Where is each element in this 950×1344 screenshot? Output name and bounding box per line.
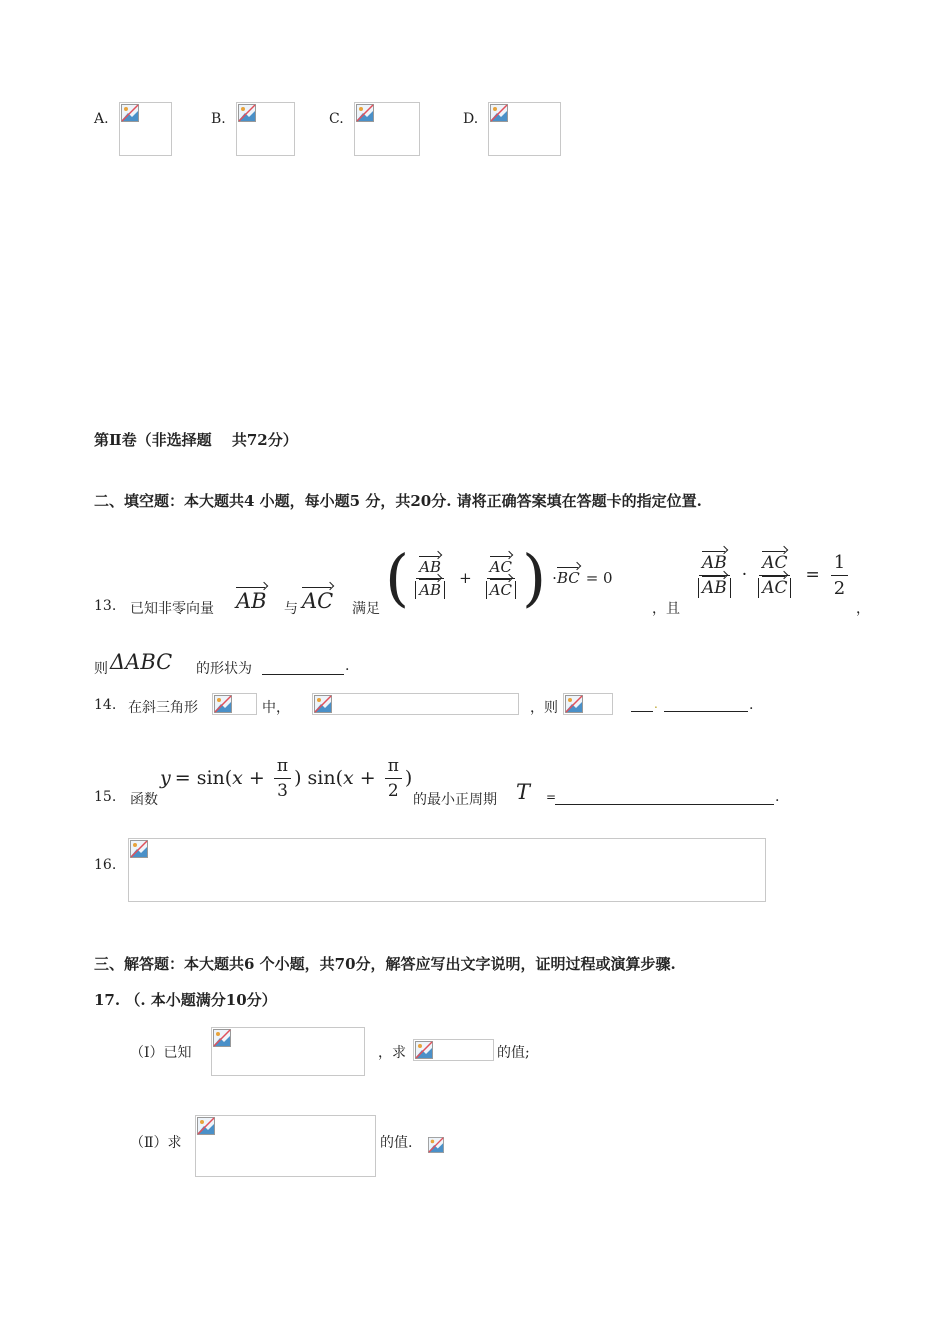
- y-var: y: [160, 767, 171, 789]
- choice-b-image: [236, 102, 295, 156]
- triangle-abc: ΔABC: [110, 650, 173, 674]
- broken-image-icon: [213, 1029, 231, 1047]
- pi-over-2: $\frac{\pi}{2}$: [385, 756, 402, 801]
- broken-image-icon: [428, 1136, 444, 1154]
- q13-text-1: 已知非零向量: [130, 601, 214, 617]
- plus-1: +: [242, 767, 271, 789]
- q17-part1-given-image: [211, 1027, 365, 1076]
- q13-period: .: [345, 658, 350, 674]
- q14-condition-image: [312, 693, 519, 715]
- equals-zero: = 0: [585, 569, 613, 587]
- q14-answer-blank-1[interactable]: [631, 697, 653, 712]
- unit-vector-ac-2: $\frac{AC}{AC}$: [755, 553, 794, 598]
- q17-part1-target-image: [413, 1039, 494, 1061]
- broken-image-icon: [415, 1041, 433, 1059]
- q13-then: 则: [94, 661, 108, 677]
- broken-image-icon: [356, 104, 374, 122]
- period-t: T: [516, 780, 531, 804]
- q13-number: 13.: [94, 598, 117, 614]
- broken-image-icon: [130, 840, 148, 858]
- broken-image-icon: [238, 104, 256, 122]
- choice-b-label: B.: [211, 111, 226, 127]
- q15-function-formula: [160, 752, 412, 804]
- unit-vector-ab: $\frac{AB}{AB}$: [412, 558, 448, 599]
- q16-number: 16.: [94, 857, 117, 873]
- condition-1-formula: [385, 541, 613, 614]
- q17-part2-label: （Ⅱ）求: [130, 1135, 182, 1151]
- unit-vector-ab-2: $\frac{AB}{AB}$: [695, 553, 734, 598]
- q15-number: 15.: [94, 789, 117, 805]
- q17-part1-label: （Ⅰ）已知: [130, 1045, 192, 1061]
- broken-image-icon: [314, 695, 332, 713]
- choice-c-label: C.: [329, 111, 344, 127]
- q14-triangle-image: [212, 693, 257, 715]
- choice-a-image: [119, 102, 172, 156]
- q14-period: .: [749, 697, 754, 713]
- q14-dot: .: [654, 697, 658, 711]
- choice-a-label: A.: [94, 111, 109, 127]
- q13-answer-blank[interactable]: [262, 658, 344, 675]
- pi-over-3: $\frac{\pi}{3}$: [274, 756, 291, 801]
- choice-d-label: D.: [463, 111, 479, 127]
- q14-text-2: 中，: [262, 700, 290, 716]
- broken-image-icon: [565, 695, 583, 713]
- section-heading: 第Ⅱ卷（非选择题 共72分）: [94, 431, 298, 449]
- trailing-image: [428, 1136, 444, 1154]
- x-var-2: x: [343, 767, 354, 789]
- sin-mid: ) sin(: [294, 767, 344, 789]
- broken-image-icon: [121, 104, 139, 122]
- answer-section-title: 三、解答题：本大题共6 个小题，共70分，解答应写出文字说明，证明过程或演算步骤.: [94, 955, 676, 973]
- q13-and: ，且: [652, 601, 680, 617]
- q15-equals: =: [546, 790, 557, 804]
- q17-part2-expression-image: [195, 1115, 376, 1177]
- equals-sign: =: [805, 565, 820, 585]
- q14-text-3: ，则: [530, 700, 558, 716]
- plus-sign: +: [459, 569, 472, 587]
- vector-ac: AC: [302, 589, 334, 613]
- q17-part1-value: 的值;: [497, 1045, 530, 1061]
- q14-result-image: [563, 693, 613, 715]
- q17-part2-value: 的值.: [380, 1135, 413, 1151]
- choice-d-image: [488, 102, 561, 156]
- dot-operator-2: ·: [741, 565, 748, 585]
- unit-vector-ac: $\frac{AC}{AC}$: [483, 558, 519, 599]
- broken-image-icon: [214, 695, 232, 713]
- q13-shape-text: 的形状为: [196, 661, 252, 677]
- sin-close: ): [404, 767, 413, 789]
- q16-question-image: [128, 838, 766, 902]
- right-paren: ): [521, 541, 547, 614]
- q15-text-1: 函数: [130, 792, 158, 808]
- vector-ab: AB: [236, 589, 267, 613]
- fill-in-title: 二、填空题：本大题共4 小题，每小题5 分，共20分. 请将正确答案填在答题卡的指定位置.: [94, 492, 702, 510]
- x-var-1: x: [232, 767, 243, 789]
- vector-bc: BC: [556, 569, 580, 587]
- q14-text-1: 在斜三角形: [128, 700, 198, 716]
- condition-2-formula: [692, 538, 851, 612]
- dot-operator: ·: [552, 569, 557, 587]
- q14-number: 14.: [94, 697, 117, 713]
- left-paren: (: [385, 541, 410, 614]
- broken-image-icon: [490, 104, 508, 122]
- choice-c-image: [354, 102, 420, 156]
- q13-comma: ，: [856, 601, 870, 617]
- q15-text-2: 的最小正周期: [413, 792, 497, 808]
- q13-text-2: 与: [284, 601, 298, 617]
- q17-title: 17. （. 本小题满分10分）: [94, 991, 277, 1009]
- one-half: $\frac{1}{2}$: [831, 552, 848, 599]
- q15-answer-blank[interactable]: [555, 788, 774, 805]
- q15-period: .: [775, 789, 780, 805]
- q14-answer-blank-2[interactable]: [664, 697, 748, 712]
- plus-2: +: [353, 767, 382, 789]
- q17-part1-find: ，求: [378, 1045, 406, 1061]
- q13-text-3: 满足: [352, 601, 380, 617]
- sin-open: = sin(: [174, 767, 233, 789]
- broken-image-icon: [197, 1117, 215, 1135]
